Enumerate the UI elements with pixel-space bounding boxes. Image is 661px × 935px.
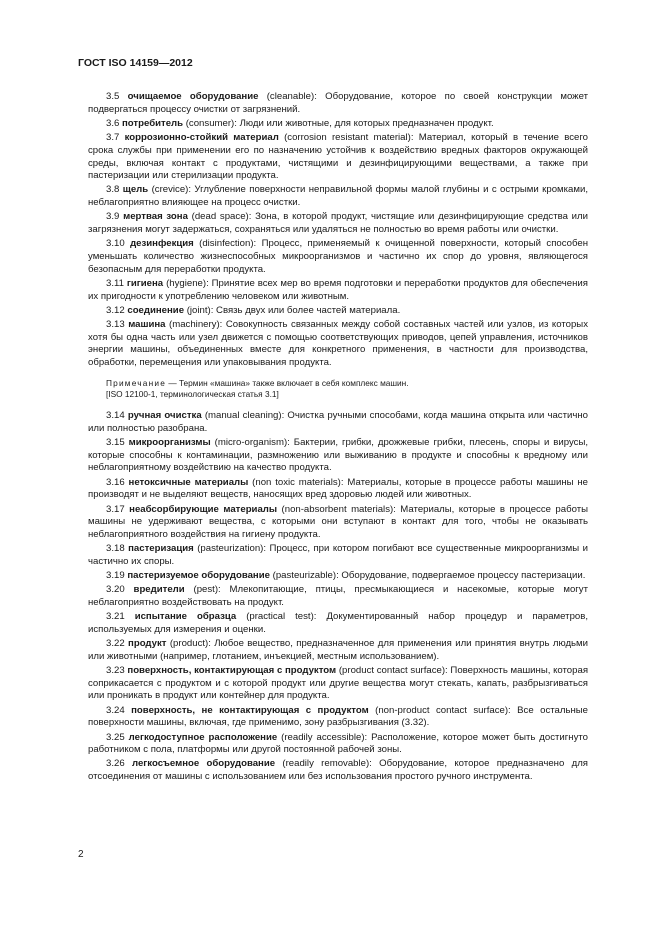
note-text: — Термин «машина» также включает в себя комплекс машин. [166, 377, 409, 388]
entry-term: потребитель [122, 117, 184, 129]
term-entry [88, 211, 588, 236]
term-entry [88, 319, 588, 370]
entry-definition: (micro-organism): Бактерии, грибки, дрожжевые грибки, плесень, споры и вирусы, которые способны к контаминации, размножению или выживанию в продукте и способны к вредному или неблагоприятному воздействию на качество продукта. [88, 437, 588, 474]
entry-term: пастеризуемое оборудование [127, 570, 270, 582]
entry-number: 3.19 [106, 570, 125, 582]
term-list-1 [88, 91, 588, 370]
entry-term: поверхность, не контактирующая с продуктом [131, 704, 369, 716]
page-number: 2 [78, 849, 84, 860]
entry-number: 3.22 [106, 638, 125, 650]
term-entry [88, 305, 588, 318]
term-entry [88, 410, 588, 435]
document-header: ГОСТ ISO 14159—2012 [78, 57, 193, 69]
entry-number: 3.21 [106, 611, 125, 623]
entry-number: 3.10 [106, 238, 125, 250]
term-entry [88, 184, 588, 209]
entry-definition: (product): Любое вещество, предназначенное для применения или принятия внутрь людьми или животными (например, глотанием, инъекцией, местным использованием). [88, 638, 588, 662]
entry-number: 3.5 [106, 91, 120, 102]
term-entry [88, 238, 588, 276]
entry-number: 3.26 [106, 758, 125, 770]
term-entry [88, 758, 588, 783]
entry-number: 3.24 [106, 704, 125, 716]
entry-number: 3.13 [106, 318, 125, 330]
term-entry [88, 732, 588, 757]
term-entry [88, 638, 588, 663]
entry-number: 3.15 [106, 437, 125, 449]
entry-definition: (joint): Связь двух или более частей материала. [184, 304, 401, 316]
term-entry [88, 705, 588, 730]
entry-term: мертвая зона [123, 211, 188, 223]
entry-number: 3.6 [106, 117, 120, 129]
entry-term: легкосъемное оборудование [132, 758, 276, 770]
entry-definition: (practical test): Документированный набор процедур и параметров, используемых для измерения и оценки. [88, 611, 589, 635]
term-list-2 [88, 410, 588, 784]
entry-number: 3.14 [106, 410, 125, 422]
entry-definition: (crevice): Углубление поверхности неправильной формы малой глубины и с острыми кромками, неблагоприятно влияющее на процесс очистки. [88, 184, 588, 209]
entry-definition: (product contact surface): Поверхность машины, которая соприкасается с продуктом и с которой продукт или другие вещества могут стекать, капать, разбрызгиваться или проникать в продукт или контейнер для продукта. [88, 665, 589, 702]
entry-definition: (consumer): Люди или животные, для которых предназначен продукт. [183, 117, 494, 129]
term-entry [88, 278, 588, 303]
term-entry [88, 477, 588, 502]
entry-term: нетоксичные материалы [128, 476, 249, 488]
entry-number: 3.18 [106, 543, 125, 555]
body-text [88, 91, 588, 785]
entry-term: гигиена [126, 277, 164, 289]
entry-term: дезинфекция [130, 238, 194, 250]
term-entry [88, 504, 588, 542]
entry-number: 3.17 [106, 503, 125, 515]
term-entry [88, 611, 588, 636]
entry-number: 3.16 [106, 476, 125, 488]
entry-number: 3.9 [106, 211, 120, 223]
note [88, 378, 588, 389]
entry-definition: (cleanable): Оборудование, которое по своей конструкции может подвергаться процессу очистки от загрязнений. [88, 91, 588, 115]
entry-term: вредители [133, 584, 185, 596]
entry-definition: (non-absorbent materials): Материалы, которые в процессе работы машины не удерживают вещества, с которыми они вступают в контакт для того, чтобы не оказывать неблагоприятного воздействия на гигиену продукта. [88, 503, 588, 540]
entry-number: 3.20 [106, 584, 125, 596]
entry-definition: (machinery): Совокупность связанных между собой составных частей или узлов, из которых хотя бы одна часть или узел движется с помощью соответствующих приводов, цепей управления, источников энергии машины, объединенных вместе для конкретного применения, в частности для производства, обработки, перемещения или упаковывания продукта. [88, 318, 588, 369]
entry-term: ручная очистка [127, 410, 202, 422]
entry-number: 3.8 [106, 184, 120, 196]
entry-definition: (readily removable): Оборудование, которое предназначено для отсоединения от машины с использованием или без использования простого ручного инструмента. [88, 758, 588, 783]
note-reference: [ISO 12100-1, терминологическая статья 3.1] [106, 388, 279, 399]
term-entry [88, 132, 588, 183]
entry-term: очищаемое оборудование [127, 91, 259, 102]
entry-term: поверхность, контактирующая с продуктом [127, 665, 337, 677]
term-entry [88, 665, 588, 703]
entry-term: микроорганизмы [128, 437, 211, 449]
entry-term: пастеризация [128, 543, 194, 555]
entry-definition: (readily accessible): Расположение, которое может быть достигнуто работником с пола, платформы или другой постоянной рабочей зоны. [88, 731, 588, 756]
entry-definition: (hygiene): Принятие всех мер во время подготовки и переработки продуктов для обеспечения их пригодности к употреблению человеком или животным. [88, 277, 588, 302]
entry-definition: (disinfection): Процесс, применяемый к очищенной поверхности, который способен уменьшать количество жизнеспособных микроорганизмов и частично их спор до уровня, являющегося безопасным для переработки продукта. [88, 238, 588, 275]
term-entry [88, 118, 588, 131]
term-entry [88, 543, 588, 568]
entry-definition: (dead space): Зона, в которой продукт, чистящие или дезинфицирующие средства или загрязнения могут задержаться, сохраняться или удаляться не полностью во время работы или очистки. [88, 211, 588, 236]
entry-term: коррозионно-стойкий материал [124, 132, 279, 144]
note-label: Примечание [106, 377, 167, 388]
entry-definition: (non-product contact surface): Все остальные поверхности машины, включая, где применимо, зону разбрызгивания (3.32). [88, 704, 589, 729]
entry-term: машина [128, 318, 166, 330]
entry-term: продукт [128, 638, 167, 650]
term-entry [88, 91, 588, 116]
term-entry [88, 437, 588, 475]
entry-number: 3.11 [106, 277, 124, 289]
term-entry [88, 584, 588, 609]
entry-number: 3.25 [106, 731, 125, 743]
entry-definition: (pasteurization): Процесс, при котором погибают все существенные микроорганизмы и частично их споры. [88, 543, 588, 567]
entry-definition: (pasteurizable): Оборудование, подвергаемое процессу пастеризации. [269, 570, 586, 582]
entry-term: щель [122, 184, 149, 196]
entry-term: легкодоступное расположение [128, 731, 278, 743]
term-entry [88, 570, 588, 583]
entry-definition: (non toxic materials): Материалы, которые в процессе работы машины не производят и не выделяют веществ, наносящих вред здоровью людей или животных. [88, 476, 589, 501]
entry-definition: (corrosion resistant material): Материал, который в течение всего срока службы при применении его по назначению устойчив к воздействию вредных факторов окружающей среды, включая контакт с продуктами, чистящими и дезинфицирующими веществами, а также при пастеризации или стерилизации продукта. [88, 132, 589, 182]
entry-definition: (manual cleaning): Очистка ручными способами, когда машина открыта или частично или полностью разобрана. [88, 410, 588, 434]
entry-number: 3.7 [106, 132, 120, 144]
entry-definition: (pest): Млекопитающие, птицы, пресмыкающиеся и насекомые, которые могут неблагоприятно воздействовать на продукт. [88, 584, 588, 609]
entry-number: 3.23 [106, 665, 125, 677]
entry-term: соединение [127, 304, 185, 316]
entry-term: испытание образца [134, 611, 237, 623]
entry-term: неабсорбирующие материалы [129, 503, 278, 515]
entry-number: 3.12 [106, 304, 125, 316]
